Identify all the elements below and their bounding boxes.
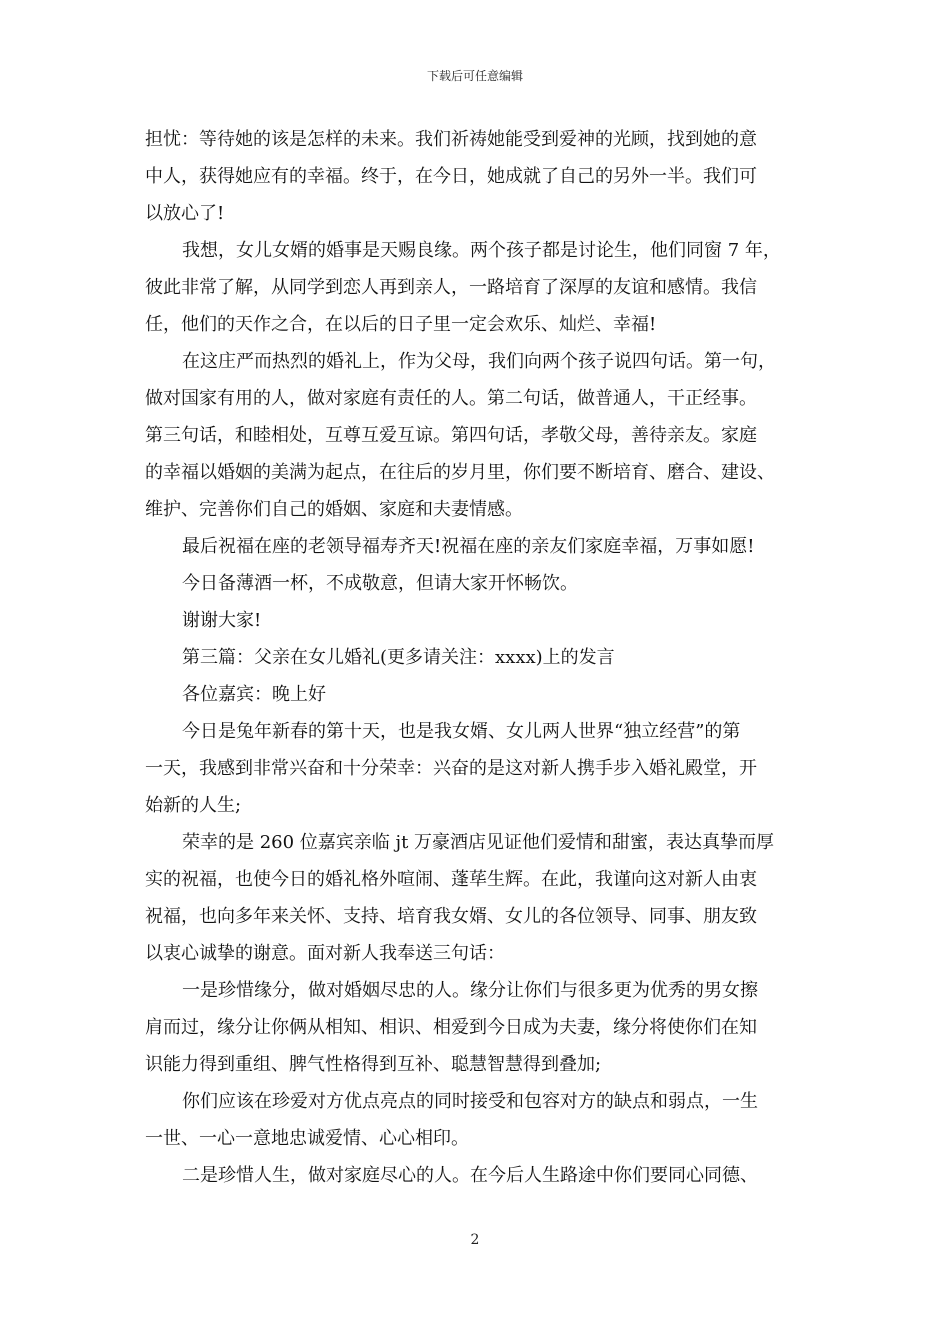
text-line: 识能力得到重组、脾气性格得到互补、聪慧智慧得到叠加; (145, 1054, 602, 1075)
text-line: 担忧：等待她的该是怎样的未来。我们祈祷她能受到爱神的光顾，找到她的意 (145, 129, 757, 150)
page-header: 下载后可任意编辑 (426, 69, 523, 83)
document-body (145, 121, 825, 1194)
text-line: 二是珍惜人生，做对家庭尽心的人。在今后人生路途中你们要同心同德、 (182, 1165, 758, 1186)
text-line: 第三篇：父亲在女儿婚礼(更多请关注：xxxx)上的发言 (182, 647, 615, 668)
text-line: 以衷心诚挚的谢意。面对新人我奉送三句话： (145, 943, 505, 964)
text-line: 第三句话，和睦相处，互尊互爱互谅。第四句话，孝敬父母，善待亲友。家庭 (145, 425, 757, 446)
text-line: 最后祝福在座的老领导福寿齐天!祝福在座的亲友们家庭幸福，万事如愿! (182, 536, 755, 557)
text-line: 始新的人生; (145, 795, 242, 816)
text-line: 做对国家有用的人，做对家庭有责任的人。第二句话，做普通人，干正经事。 (145, 388, 757, 409)
text-line: 各位嘉宾：晚上好 (182, 684, 326, 705)
text-line: 实的祝福，也使今日的婚礼格外喧闹、蓬荜生辉。在此，我谨向这对新人由衷 (145, 869, 757, 890)
text-line: 一天，我感到非常兴奋和十分荣幸：兴奋的是这对新人携手步入婚礼殿堂，开 (145, 758, 757, 779)
text-line: 肩而过，缘分让你俩从相知、相识、相爱到今日成为夫妻，缘分将使你们在知 (145, 1017, 757, 1038)
text-line: 中人，获得她应有的幸福。终于，在今日，她成就了自己的另外一半。我们可 (145, 166, 757, 187)
text-line: 的幸福以婚姻的美满为起点，在往后的岁月里，你们要不断培育、磨合、建设、 (145, 462, 775, 483)
text-line: 彼此非常了解，从同学到恋人再到亲人，一路培育了深厚的友谊和感情。我信 (145, 277, 757, 298)
text-line: 在这庄严而热烈的婚礼上，作为父母，我们向两个孩子说四句话。第一句， (182, 351, 776, 372)
text-line: 维护、完善你们自己的婚姻、家庭和夫妻情感。 (145, 499, 523, 520)
text-line: 以放心了! (145, 203, 225, 224)
text-line: 一世、一心一意地忠诚爱情、心心相印。 (145, 1128, 469, 1149)
text-line: 祝福，也向多年来关怀、支持、培育我女婿、女儿的各位领导、同事、朋友致 (145, 906, 757, 927)
text-line: 今日是兔年新春的第十天，也是我女婿、女儿两人世界“独立经营”的第 (182, 721, 741, 742)
text-line: 一是珍惜缘分，做对婚姻尽忠的人。缘分让你们与很多更为优秀的男女擦 (182, 980, 758, 1001)
text-line: 荣幸的是 260 位嘉宾亲临 jt 万豪酒店见证他们爱情和甜蜜，表达真挚而厚 (182, 832, 775, 853)
text-line: 任，他们的天作之合，在以后的日子里一定会欢乐、灿烂、幸福! (145, 314, 657, 335)
page-number: 2 (470, 1232, 480, 1248)
text-line: 你们应该在珍爱对方优点亮点的同时接受和包容对方的缺点和弱点，一生 (182, 1091, 758, 1112)
text-line: 我想，女儿女婿的婚事是天赐良缘。两个孩子都是讨论生，他们同窗 7 年， (182, 240, 781, 261)
text-line: 今日备薄酒一杯，不成敬意，但请大家开怀畅饮。 (182, 573, 578, 594)
text-line: 谢谢大家! (182, 610, 262, 631)
